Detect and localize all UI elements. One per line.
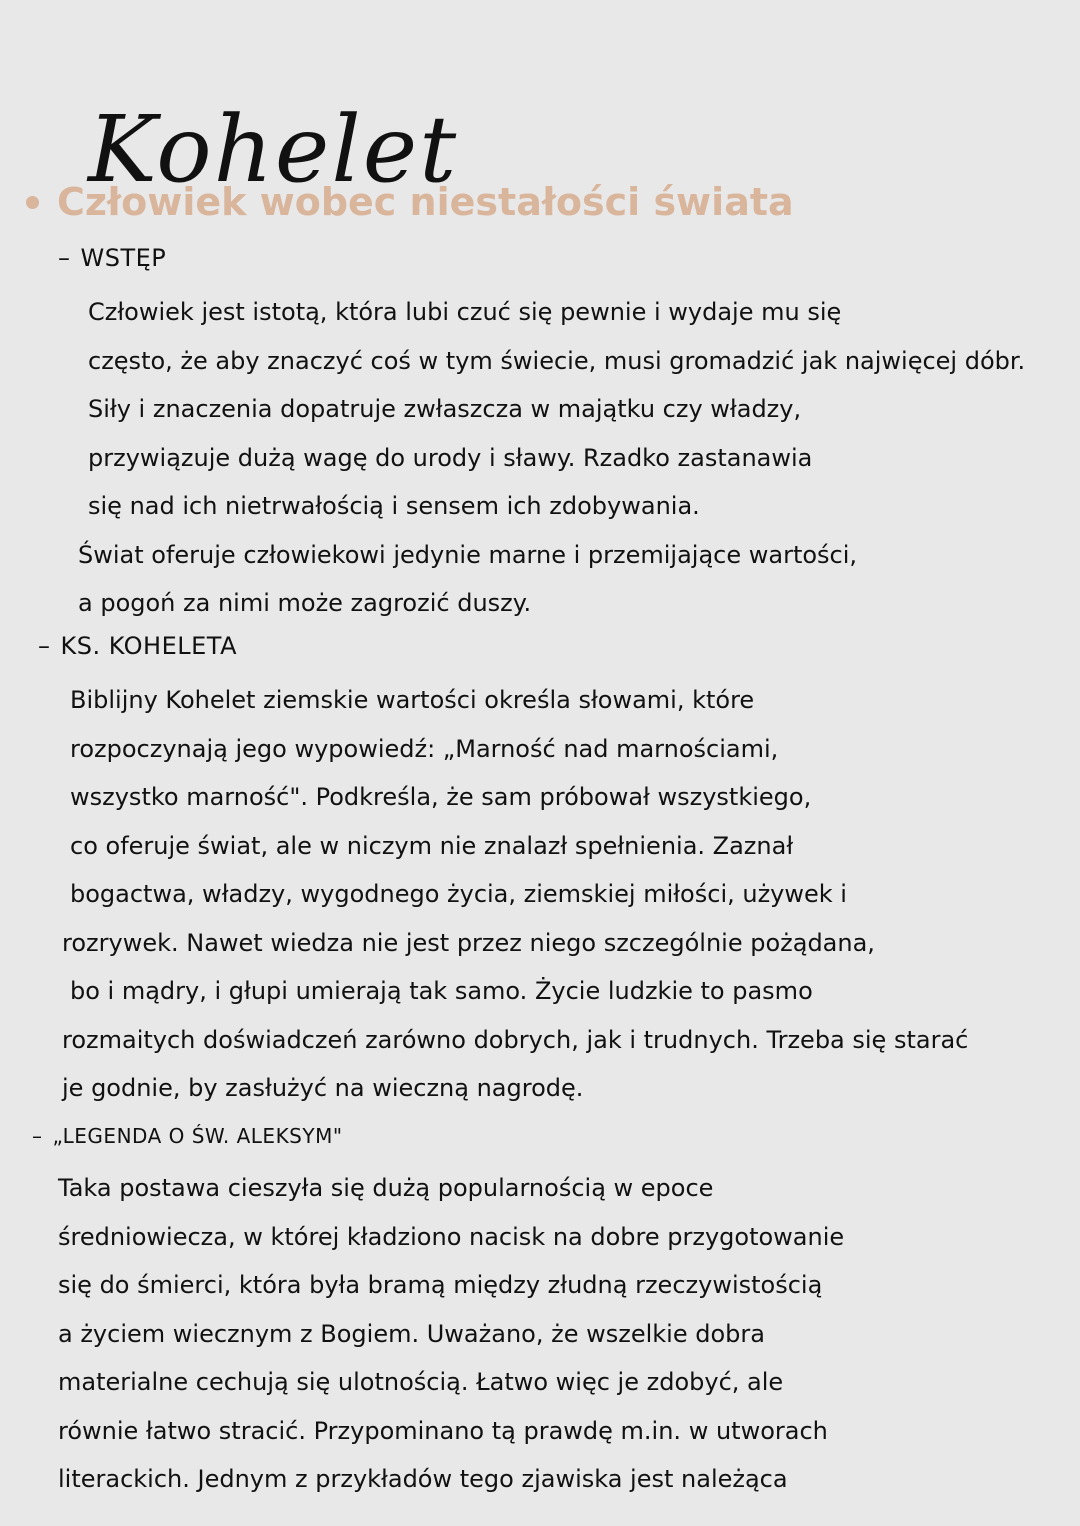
text-line: co oferuje świat, ale w niczym nie znalazł spełnienia. Zaznał: [70, 831, 794, 860]
dash-icon: –: [32, 1124, 43, 1148]
text-line: Siły i znaczenia dopatruje zwłaszcza w majątku czy władzy,: [88, 395, 802, 423]
text-line: się nad ich nietrwałością i sensem ich zdobywania.: [88, 492, 700, 520]
subsection-heading-wstep: – WSTĘP: [58, 244, 167, 272]
text-line: Człowiek jest istotą, która lubi czuć się pewnie i wydaje mu się: [88, 298, 842, 326]
bullet-dot-icon: [26, 196, 39, 209]
dash-icon: –: [38, 632, 51, 660]
text-line: je godnie, by zasłużyć na wieczną nagrodę.: [62, 1074, 584, 1102]
text-line: a życiem wiecznym z Bogiem. Uważano, że wszelkie dobra: [58, 1319, 765, 1348]
section-heading: [26, 180, 794, 224]
text-line: przywiązuje dużą wagę do urody i sławy. Rzadko zastanawia: [88, 443, 813, 472]
page-title: Kohelet: [88, 95, 459, 203]
text-line: się do śmierci, która była bramą między złudną rzeczywistością: [58, 1271, 823, 1299]
text-line: materialne cechują się ulotnością. Łatwo więc je zdobyć, ale: [58, 1368, 784, 1396]
text-line: rozmaitych doświadczeń zarówno dobrych, jak i trudnych. Trzeba się starać: [62, 1025, 969, 1054]
subsection-heading-koheleta: – KS. KOHELETA: [38, 632, 238, 660]
text-line: Taka postawa cieszyła się dużą popularnością w epoce: [58, 1174, 714, 1202]
text-line: rozrywek. Nawet wiedza nie jest przez niego szczególnie pożądana,: [62, 928, 875, 957]
subsection-heading-legenda: – „LEGENDA O ŚW. ALEKSYM": [32, 1124, 343, 1148]
dash-icon: –: [58, 244, 71, 272]
text-line: bogactwa, władzy, wygodnego życia, ziemskiej miłości, używek i: [70, 880, 847, 908]
text-line: Biblijny Kohelet ziemskie wartości określa słowami, które: [70, 686, 755, 714]
section-heading-text: Człowiek wobec niestałości świata: [57, 180, 794, 224]
text-line: Świat oferuje człowiekowi jedynie marne i przemijające wartości,: [78, 540, 858, 569]
text-line: średniowiecza, w której kładziono nacisk na dobre przygotowanie: [58, 1222, 845, 1251]
text-line: rozpoczynają jego wypowiedź: „Marność nad marnościami,: [70, 734, 779, 763]
text-line: a pogoń za nimi może zagrozić duszy.: [78, 589, 532, 617]
paragraph-wstep: [78, 288, 1026, 628]
text-line: często, że aby znaczyć coś w tym świecie, musi gromadzić jak najwięcej dóbr.: [88, 346, 1026, 375]
text-line: literackich. Jednym z przykładów tego zjawiska jest należąca: [58, 1465, 788, 1493]
text-line: wszystko marność". Podkreśla, że sam próbował wszystkiego,: [70, 783, 812, 811]
text-line: bo i mądry, i głupi umierają tak samo. Życie ludzkie to pasmo: [70, 977, 813, 1005]
paragraph-legenda: [58, 1164, 844, 1504]
paragraph-koheleta: [62, 676, 969, 1113]
text-line: równie łatwo stracić. Przypominano tą prawdę m.in. w utworach: [58, 1416, 828, 1445]
